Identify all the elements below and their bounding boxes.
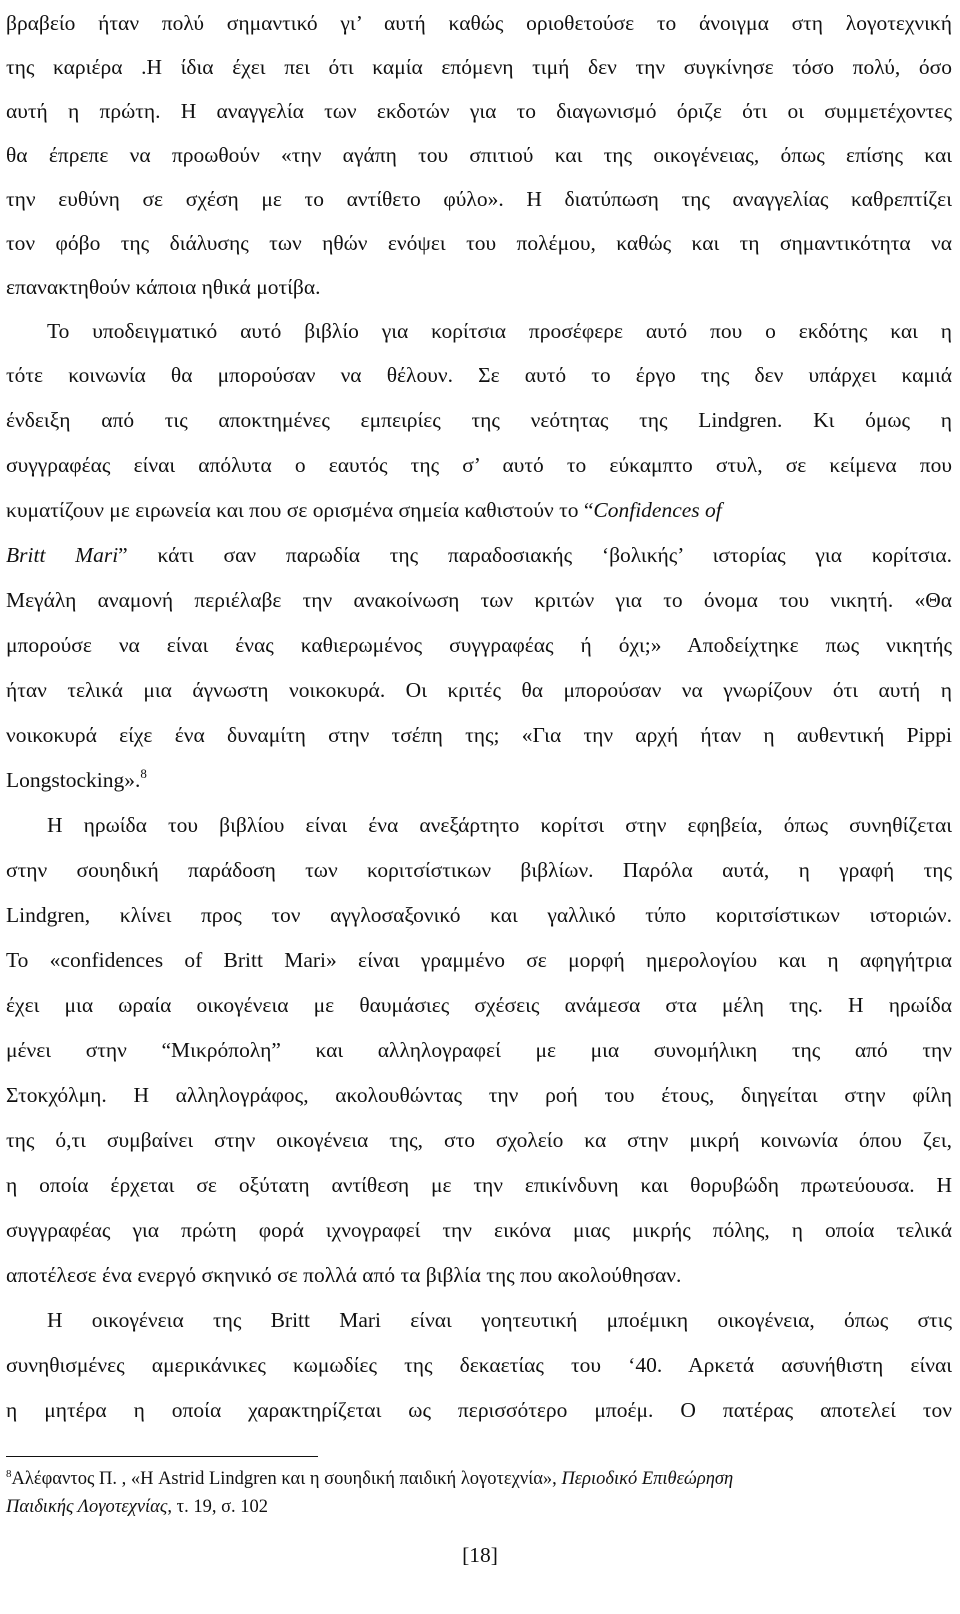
body-line: τότε κοινωνία θα μπορούσαν να θέλουν. Σε αυτό το έργο της δεν υπάρχει καμιά — [6, 363, 952, 387]
footnote-journal: Παιδικής Λογοτεχνίας — [6, 1497, 168, 1517]
body-line: βραβείο ήταν πολύ σημαντικό γι’ αυτή καθώς οριοθετούσε το άνοιγμα στη λογοτεχνική — [6, 11, 952, 35]
body-line: θα έπρεπε να προωθούν «την αγάπη του σπιτιού και της οικογένειας, όπως επίσης και — [6, 143, 952, 167]
body-line: μπορούσε να είναι ένας καθιερωμένος συγγραφέας ή όχι;» Αποδείχτηκε πως νικητής — [6, 633, 952, 657]
page-number: [18] — [462, 1543, 498, 1567]
body-line: ένδειξη από τις αποκτημένες εμπειρίες της νεότητας της Lindgren. Κι όμως η — [6, 408, 952, 432]
body-line: συνηθισμένες αμερικάνικες κωμωδίες της δεκαετίας του ‘40. Αρκετά ασυνήθιστη είναι — [6, 1353, 952, 1377]
body-line: αποτέλεσε ένα ενεργό σκηνικό σε πολλά από τα βιβλία της που ακολούθησαν. — [6, 1263, 682, 1287]
body-line: η μητέρα η οποία χαρακτηρίζεται ως περισσότερο μποέμ. Ο πατέρας αποτελεί τον — [6, 1398, 952, 1422]
body-line: ήταν τελικά μια άγνωστη νοικοκυρά. Οι κριτές θα μπορούσαν να γνωρίζουν ότι αυτή η — [6, 678, 952, 702]
body-line: έχει μια ωραία οικογένεια με θαυμάσιες σχέσεις ανάμεσα στα μέλη της. Η ηρωίδα — [6, 993, 952, 1017]
paragraph-first-line: Το υποδειγματικό αυτό βιβλίο για κορίτσια προσέφερε αυτό που ο εκδότης και η — [47, 319, 952, 343]
paragraph-first-line: Η οικογένεια της Britt Mari είναι γοητευτική μποέμικη οικογένεια, όπως στις — [47, 1308, 952, 1332]
body-line: συγγραφέας για πρώτη φορά ιχνογραφεί την εικόνα μιας μικρής πόλης, η οποία τελικά — [6, 1218, 952, 1242]
body-line-with-title — [6, 532, 952, 578]
footnote-journal: Περιοδικό Επιθεώρηση — [561, 1469, 734, 1489]
body-line: την ευθύνη σε σχέση με το αντίθετο φύλο». Η διατύπωση της αναγγελίας καθρεπτίζει — [6, 187, 952, 211]
footnote — [6, 1466, 952, 1492]
footnote-separator — [6, 1456, 318, 1457]
body-line: συγγραφέας είναι απόλυτα ο εαυτός της σ’ αυτό το εύκαμπτο στυλ, σε κείμενα που — [6, 453, 952, 477]
footnote-text: , τ. 19, σ. 102 — [167, 1497, 269, 1517]
body-line: Στοκχόλμη. Η αλληλογράφος, ακολουθώντας την ροή του έτους, διηγείται στην φίλη — [6, 1083, 952, 1107]
body-line: Lindgren, κλίνει προς τον αγγλοσαξονικό και γαλλικό τύπο κοριτσίστικων ιστοριών. — [6, 903, 952, 927]
body-line — [6, 757, 952, 803]
footnote-continued — [6, 1494, 952, 1520]
body-line-text: ” κάτι σαν παρωδία της παραδοσιακής ‘βολικής’ ιστορίας για κορίτσια. — [118, 543, 952, 567]
body-line: νοικοκυρά είχε ένα δυναμίτη στην τσέπη της; «Για την αρχή ήταν η αυθεντική Pippi — [6, 723, 952, 747]
body-line: Το «confidences of Britt Mari» είναι γραμμένο σε μορφή ημερολογίου και η αφηγήτρια — [6, 948, 952, 972]
body-line: μένει στην “Μικρόπολη” και αλληλογραφεί με μια συνομήλικη της από την — [6, 1038, 952, 1062]
body-line: της ό,τι συμβαίνει στην οικογένεια της, στο σχολείο κα στην μικρή κοινωνία όπου ζει, — [6, 1128, 952, 1152]
paragraph-first-line: Η ηρωίδα του βιβλίου είναι ένα ανεξάρτητο κορίτσι στην εφηβεία, όπως συνηθίζεται — [47, 813, 952, 837]
body-line: αυτή η πρώτη. Η αναγγελία των εκδοτών για το διαγωνισμό όριζε ότι οι συμμετέχοντες — [6, 99, 952, 123]
body-line-text: κυματίζουν με ειρωνεία και που σε ορισμένα σημεία καθιστούν το “ — [6, 498, 594, 522]
book-title: Confidences of — [593, 498, 722, 522]
body-line-text: Longstocking». — [6, 768, 141, 792]
body-line: επανακτηθούν κάποια ηθικά μοτίβα. — [6, 275, 321, 299]
book-title: Britt Mari — [6, 543, 119, 567]
body-line: Μεγάλη αναμονή περιέλαβε την ανακοίνωση των κριτών για το όνομα του νικητή. «Θα — [6, 588, 952, 612]
footnote-text: Αλέφαντος Π. , «Η Astrid Lindgren και η σουηδική παιδική λογοτεχνία», — [11, 1469, 562, 1489]
body-line: της καριέρα .Η ίδια έχει πει ότι καμία επόμενη τιμή δεν την συγκίνησε τόσο πολύ, όσο — [6, 55, 952, 79]
footnote-number: 8 — [6, 1468, 12, 1480]
footnote-reference: 8 — [140, 766, 147, 781]
body-line-with-title — [6, 487, 952, 533]
body-line: στην σουηδική παράδοση των κοριτσίστικων βιβλίων. Παρόλα αυτά, η γραφή της — [6, 858, 952, 882]
body-line: η οποία έρχεται σε οξύτατη αντίθεση με την επικίνδυνη και θορυβώδη πρωτεύουσα. Η — [6, 1173, 952, 1197]
body-line: τον φόβο της διάλυσης των ηθών ενόψει του πολέμου, καθώς και τη σημαντικότητα να — [6, 231, 952, 255]
